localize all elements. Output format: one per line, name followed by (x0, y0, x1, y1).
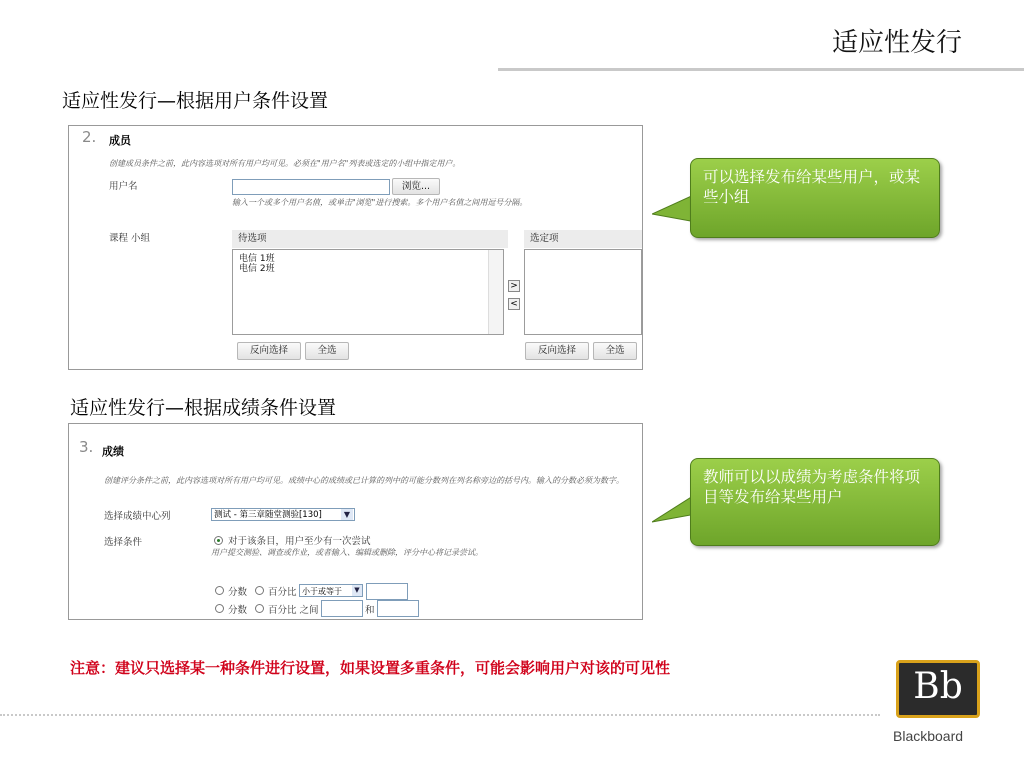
grades-description: 创建评分条件之前，此内容选项对所有用户均可见。成绩中心的成绩或已计算的列中的可能分数列在列名称旁边的括号内。输入的分数必须为数字。 (104, 476, 624, 485)
condition-label: 选择条件 (104, 537, 143, 548)
blackboard-logo: Bb (896, 660, 980, 718)
between-label: 百分比 之间 (268, 605, 319, 616)
section1-heading: 适应性发行—根据用户条件设置 (62, 90, 329, 112)
select-all-button-right[interactable]: 全选 (593, 342, 637, 360)
title-divider (498, 68, 1024, 71)
available-header: 待选项 (232, 230, 508, 248)
section2-heading: 适应性发行—根据成绩条件设置 (70, 397, 337, 419)
username-input[interactable] (232, 179, 390, 195)
operator-select[interactable]: 小于或等于 (299, 584, 363, 597)
footer-divider (0, 714, 880, 716)
move-left-button[interactable]: < (508, 298, 520, 310)
percent-range-radio[interactable] (255, 604, 264, 613)
grades-panel (68, 423, 643, 620)
attempt-radio[interactable] (214, 536, 223, 545)
members-description: 创建成员条件之前，此内容选项对所有用户均可见。必须在"用户名"列表或选定的小组中指定用户。 (109, 159, 461, 168)
grade-column-label: 选择成绩中心列 (104, 511, 171, 522)
attempt-hint: 用户提交测验、调查或作业，或者输入、编辑或删除，评分中心将记录尝试。 (211, 548, 483, 557)
listbox-scrollbar[interactable] (488, 250, 503, 334)
selected-header: 选定项 (524, 230, 642, 248)
select-all-button[interactable]: 全选 (305, 342, 349, 360)
score-range-radio[interactable] (215, 604, 224, 613)
members-panel (68, 125, 643, 370)
score-range-label: 分数 (228, 605, 248, 616)
list-item[interactable]: 电信 1班 (239, 254, 275, 264)
username-label: 用户名 (109, 181, 138, 192)
invert-selection-button-right[interactable]: 反向选择 (525, 342, 589, 360)
callout-users-groups: 可以选择发布给某些用户，或某些小组 (690, 158, 940, 238)
username-hint: 输入一个或多个用户名值，或单击"浏览"进行搜索。多个用户名值之间用逗号分隔。 (232, 198, 528, 207)
step-number: 2. (82, 128, 97, 146)
course-group-label: 课程 小组 (109, 233, 151, 244)
chevron-down-icon[interactable]: ▼ (341, 509, 353, 520)
browse-button[interactable]: 浏览... (392, 178, 440, 195)
percent-label: 百分比 (268, 587, 297, 598)
step-title: 成绩 (102, 445, 124, 458)
score-label: 分数 (228, 587, 248, 598)
selected-listbox[interactable] (524, 249, 642, 335)
range-min-input[interactable] (321, 600, 363, 617)
slide-title: 适应性发行 (831, 28, 962, 58)
invert-selection-button[interactable]: 反向选择 (237, 342, 301, 360)
chevron-down-icon[interactable]: ▼ (352, 585, 362, 596)
threshold-input[interactable] (366, 583, 408, 600)
percent-radio[interactable] (255, 586, 264, 595)
list-item[interactable]: 电信 2班 (239, 264, 275, 274)
warning-note: 注意：建议只选择某一种条件进行设置，如果设置多重条件，可能会影响用户对该的可见性 (70, 659, 671, 677)
callout-grades: 教师可以以成绩为考虑条件将项目等发布给某些用户 (690, 458, 940, 546)
blackboard-wordmark: Blackboard (893, 728, 964, 744)
range-max-input[interactable] (377, 600, 419, 617)
step-title: 成员 (109, 134, 131, 147)
move-right-button[interactable]: > (508, 280, 520, 292)
score-radio[interactable] (215, 586, 224, 595)
available-listbox[interactable] (232, 249, 504, 335)
and-label: 和 (365, 605, 375, 616)
grade-column-select[interactable]: 测试 - 第三章随堂测验[130] (211, 508, 355, 521)
attempt-option-label: 对于该条目，用户至少有一次尝试 (228, 536, 371, 547)
step-number: 3. (79, 438, 94, 456)
